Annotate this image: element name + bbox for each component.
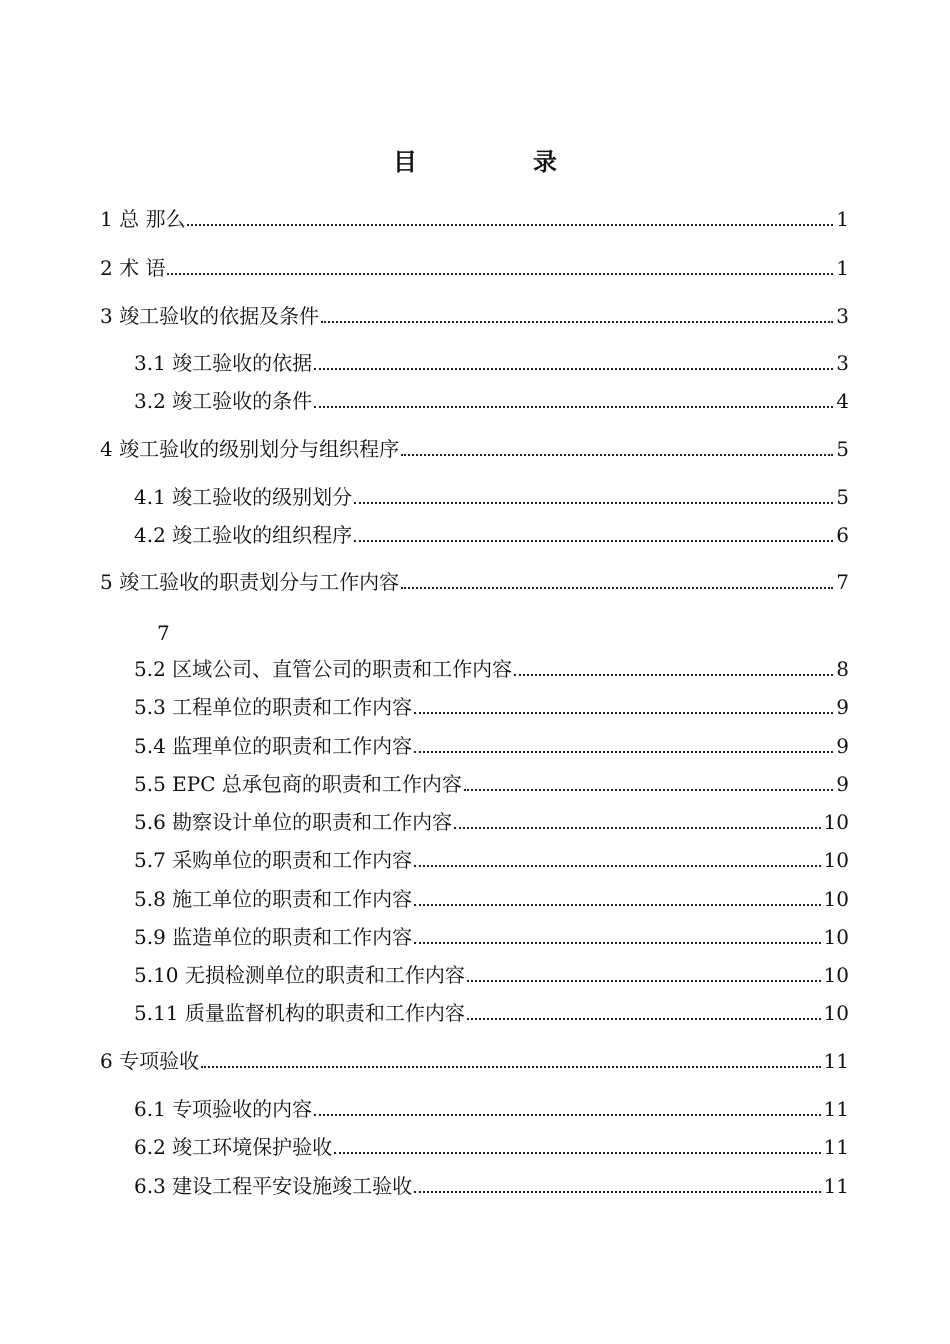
dot-leader bbox=[514, 674, 833, 676]
dot-leader bbox=[414, 942, 820, 944]
toc-entry bbox=[100, 301, 849, 331]
dot-leader bbox=[414, 904, 820, 906]
dot-leader bbox=[454, 827, 820, 829]
toc-entry-label: 5.7 采购单位的职责和工作内容 bbox=[134, 848, 413, 872]
toc-entry-label: 5.8 施工单位的职责和工作内容 bbox=[134, 887, 413, 911]
dot-leader bbox=[467, 1018, 821, 1020]
dot-leader bbox=[414, 1191, 820, 1193]
toc-entry-page: 10 bbox=[823, 848, 849, 872]
toc-entry-page: 10 bbox=[823, 1001, 849, 1025]
dot-leader bbox=[167, 273, 833, 275]
toc-entry bbox=[134, 884, 849, 914]
toc-entry-label: 3.1 竣工验收的依据 bbox=[134, 351, 313, 375]
toc-entry-label: 5 竣工验收的职责划分与工作内容 bbox=[100, 570, 400, 594]
toc-entry-label: 3.2 竣工验收的条件 bbox=[134, 389, 313, 413]
dot-leader bbox=[464, 789, 833, 791]
toc-entry-label: 2 术 语 bbox=[100, 256, 166, 280]
toc-entry-label: 6.2 竣工环境保护验收 bbox=[134, 1135, 333, 1159]
toc-entry-page: 4 bbox=[836, 389, 849, 413]
dot-leader bbox=[201, 1066, 820, 1068]
toc-entry-label: 6.3 建设工程平安设施竣工验收 bbox=[134, 1174, 413, 1198]
dot-leader bbox=[467, 980, 821, 982]
toc-entry bbox=[134, 692, 849, 722]
toc-entry-page: 8 bbox=[836, 657, 849, 681]
toc-entry-page: 10 bbox=[823, 925, 849, 949]
toc-entry-page: 3 bbox=[836, 304, 849, 328]
toc-entry bbox=[134, 1132, 849, 1162]
toc-entry bbox=[134, 348, 849, 378]
toc-entry-label: 4 竣工验收的级别划分与组织程序 bbox=[100, 437, 400, 461]
toc-entry-label: 1 总 那么 bbox=[100, 207, 186, 231]
toc-entry-label: 4.2 竣工验收的组织程序 bbox=[134, 523, 353, 547]
toc-entry bbox=[100, 434, 849, 464]
dot-leader bbox=[354, 502, 833, 504]
toc-entry bbox=[100, 204, 849, 234]
toc-entry-page: 1 bbox=[836, 207, 849, 231]
toc-title: 目 录 bbox=[393, 148, 603, 176]
toc-entry bbox=[134, 1094, 849, 1124]
toc-entry bbox=[134, 998, 849, 1028]
toc-entry-label: 5.4 监理单位的职责和工作内容 bbox=[134, 734, 413, 758]
dot-leader bbox=[187, 224, 833, 226]
toc-entry-page: 10 bbox=[823, 887, 849, 911]
toc-entry bbox=[100, 567, 849, 597]
toc-entry bbox=[134, 386, 849, 416]
toc-entry-page: 10 bbox=[823, 810, 849, 834]
toc-entry bbox=[134, 960, 849, 990]
toc-entry bbox=[134, 807, 849, 837]
dot-leader bbox=[314, 1114, 820, 1116]
toc-entry-page: 9 bbox=[836, 772, 849, 796]
toc-entry bbox=[134, 1171, 849, 1201]
dot-leader bbox=[334, 1152, 820, 1154]
toc-entry bbox=[100, 253, 849, 283]
toc-entry bbox=[134, 731, 849, 761]
dot-leader bbox=[401, 587, 833, 589]
toc-entry-page: 11 bbox=[823, 1049, 849, 1073]
dot-leader bbox=[314, 368, 833, 370]
toc-entry-label: 5.5 EPC 总承包商的职责和工作内容 bbox=[134, 772, 462, 796]
toc-entry-label: 6.1 专项验收的内容 bbox=[134, 1097, 313, 1121]
toc-entry-label: 6 专项验收 bbox=[100, 1049, 200, 1073]
toc-entry-label: 5.9 监造单位的职责和工作内容 bbox=[134, 925, 413, 949]
toc-entry-page: 11 bbox=[823, 1135, 849, 1159]
toc-entry bbox=[134, 654, 849, 684]
toc-entry-page: 5 bbox=[836, 437, 849, 461]
toc-entry-page: 1 bbox=[836, 256, 849, 280]
toc-entry bbox=[134, 922, 849, 952]
toc-entry-page: 9 bbox=[836, 734, 849, 758]
toc-entry-label: 4.1 竣工验收的级别划分 bbox=[134, 485, 353, 509]
dot-leader bbox=[414, 865, 820, 867]
dot-leader bbox=[414, 712, 833, 714]
dot-leader bbox=[354, 540, 833, 542]
toc-entry-page: 9 bbox=[836, 695, 849, 719]
toc-entry bbox=[134, 520, 849, 550]
toc-entry bbox=[134, 845, 849, 875]
toc-entry bbox=[100, 1046, 849, 1076]
dot-leader bbox=[401, 454, 833, 456]
toc-entry-page: 11 bbox=[823, 1097, 849, 1121]
stray-page-number: 7 bbox=[157, 621, 170, 645]
toc-entry bbox=[134, 482, 849, 512]
toc-entry-label: 5.11 质量监督机构的职责和工作内容 bbox=[134, 1001, 465, 1025]
toc-entry-page: 11 bbox=[823, 1174, 849, 1198]
toc-entry-label: 5.3 工程单位的职责和工作内容 bbox=[134, 695, 413, 719]
toc-entry-label: 3 竣工验收的依据及条件 bbox=[100, 304, 320, 328]
toc-entry-page: 3 bbox=[836, 351, 849, 375]
dot-leader bbox=[414, 751, 833, 753]
toc-entry-page: 5 bbox=[836, 485, 849, 509]
toc-entry-page: 10 bbox=[823, 963, 849, 987]
toc-entry bbox=[134, 769, 849, 799]
dot-leader bbox=[321, 321, 833, 323]
toc-entry-label: 5.2 区域公司、直管公司的职责和工作内容 bbox=[134, 657, 513, 681]
dot-leader bbox=[314, 406, 833, 408]
toc-entry-page: 7 bbox=[836, 570, 849, 594]
toc-entry-label: 5.10 无损检测单位的职责和工作内容 bbox=[134, 963, 465, 987]
toc-entry-page: 6 bbox=[836, 523, 849, 547]
toc-entry-label: 5.6 勘察设计单位的职责和工作内容 bbox=[134, 810, 453, 834]
